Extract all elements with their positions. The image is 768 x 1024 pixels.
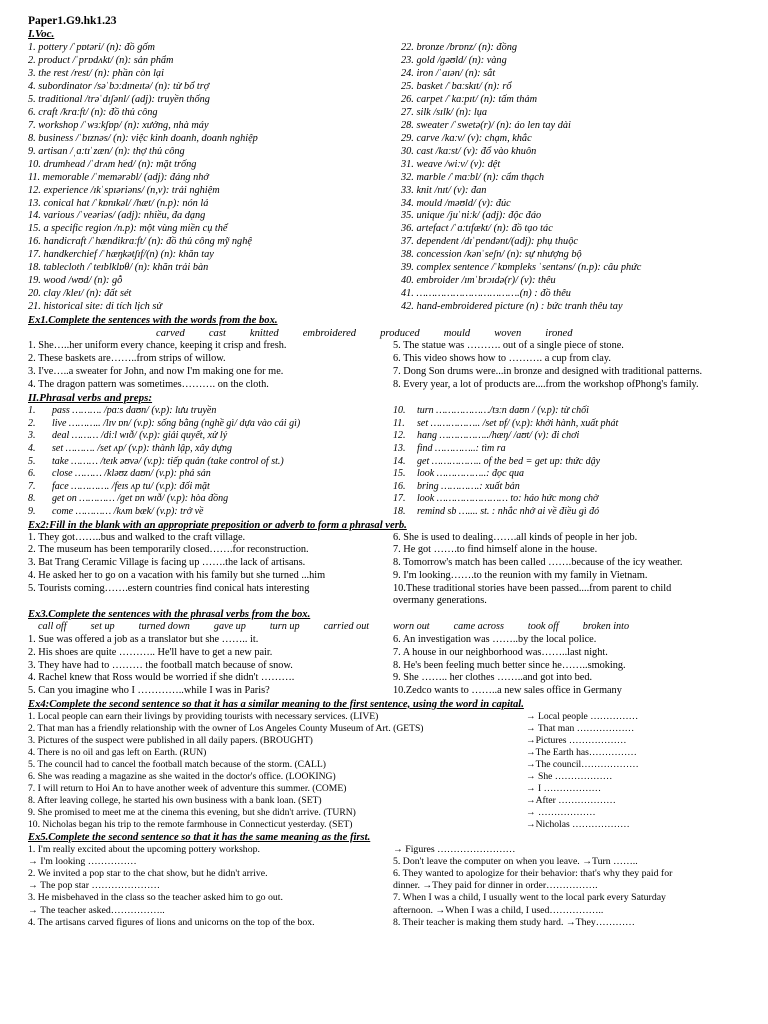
sentence-item: → I'm looking ……………: [28, 856, 137, 868]
sentence-item: 8. He's been feeling much better since he……..smoking.: [393, 659, 626, 671]
sentence-item: 5. Don't leave the computer on when you leave. →Turn ……..: [393, 856, 638, 868]
phrasal-verb-item: [393, 493, 758, 506]
sentence-item: 6. She is used to dealing…….all kinds of people in her job.: [393, 531, 638, 543]
word-box-item: carved: [156, 328, 185, 340]
vocabulary-item: 31. weave /wiːv/ (v): dệt: [401, 158, 501, 170]
phrasal-verb-text: set …………….. /set ɒf/ (v.p): khởi hành, xuất phát: [417, 417, 619, 429]
exercise-1-heading: [28, 314, 758, 327]
phrasal-verb-text: get on ………… /ɡet ɒn wɪð/ (v.p): hòa đồng: [52, 493, 229, 505]
exercise-2-right: [393, 532, 758, 609]
phrasal-verb-text: get …………….. of the bed = get up: thức dậy: [417, 455, 601, 467]
phrasal-verb-text: find …………..: tìm ra: [417, 442, 506, 454]
item-number: 13.: [393, 442, 406, 454]
exercise-3-sentences: [28, 634, 758, 698]
sentence-item: 4. He asked her to go on a vacation with his family but she turned ...him: [28, 569, 326, 581]
phrasal-verb-text: pass ………. /pɑːs daʊn/ (v.p): lưu truyền: [52, 405, 217, 417]
vocabulary-item: 9. artisan /ˌɑːtɪˈzæn/ (n): thợ thủ công: [28, 145, 185, 157]
phrasal-verb-text: take ……… /teɪk əʊvə/ (v.p): tiếp quản (take control of st.): [52, 455, 284, 467]
vocabulary-item: 32. marble /ˈmɑːbl/ (n): cẩm thạch: [401, 171, 544, 183]
transformation-row: [28, 759, 758, 771]
vocabulary-item: 5. traditional /trəˈdɪʃənl/ (adj): truyền thống: [28, 93, 210, 105]
sentence-item: 2. These baskets are……..from strips of willow.: [28, 353, 226, 365]
rewrite-prompt: → She ………………: [526, 770, 613, 782]
sentence-item: 3. They have had to ……… the football match because of snow.: [28, 659, 293, 671]
sentence-item: 3. Bat Trang Ceramic Village is facing up …….the lack of artisans.: [28, 557, 306, 569]
item-number: 14.: [393, 455, 406, 467]
vocabulary-item: 14. various /ˈveəriəs/ (adj): nhiều, đa dạng: [28, 210, 206, 222]
word-box-item: turned down: [138, 621, 190, 633]
rewrite-prompt: → I ………………: [526, 782, 602, 794]
vocabulary-item: 17. handkerchief /ˈhæŋkətʃɪf/(n) (n): khăn tay: [28, 249, 214, 261]
sentence-item: 6. This video shows how to ………. a cup from clay.: [393, 353, 611, 365]
phrasal-verb-item: [28, 443, 393, 456]
vocabulary-item: 3. the rest /rest/ (n): phần còn lại: [28, 67, 164, 79]
original-sentence: 2. That man has a friendly relationship with the owner of Los Angeles County Museum of Art. (GETS): [28, 722, 424, 734]
exercise-5-heading: [28, 831, 758, 844]
sentence-item: afternoon. →When I was a child, I used……………..: [393, 904, 604, 916]
sentence-item: → The pop star …………………: [28, 880, 161, 892]
original-sentence: 1. Local people can earn their livings by providing tourists with necessary services. (LIVE): [28, 710, 379, 722]
phrasal-verb-item: [393, 468, 758, 481]
vocabulary-column-left: [28, 42, 393, 314]
exercise-3-heading: [28, 608, 758, 621]
vocabulary-item: 15. a specific region /n.p): một vùng miền cụ thể: [28, 223, 228, 235]
word-box-item: took off: [527, 621, 559, 633]
phrasal-verb-text: deal ……… /diːl wɪð/ (v.p): giải quyết, xử lý: [52, 430, 228, 442]
phrasal-verb-item: [393, 443, 758, 456]
phrasal-verb-text: remind sb ….... st. : nhắc nhở ai về điều gì đó: [417, 505, 600, 517]
sentence-item: 2. We invited a pop star to the chat show, but he didn't arrive.: [28, 868, 268, 880]
item-number: 5.: [28, 455, 36, 467]
exercise-5-right: [393, 844, 758, 929]
item-number: 9.: [28, 505, 36, 517]
vocabulary-column-right: [393, 42, 758, 314]
sentence-item: 1. I'm really excited about the upcoming pottery workshop.: [28, 843, 260, 855]
sentence-item: 1. They got……..bus and walked to the craft village.: [28, 531, 246, 543]
transformation-row: [28, 747, 758, 759]
phrasal-verb-item: [28, 493, 393, 506]
vocabulary-item: 40. embroider /ɪmˈbrɔɪdə(r)/ (v): thêu: [401, 275, 556, 287]
vocabulary-item: 16. handicraft /ˈhændikrɑːft/ (n): đồ thủ công mỹ nghệ: [28, 236, 252, 248]
vocabulary-item: 34. mould /məʊld/ (v): đúc: [401, 197, 511, 209]
rewrite-prompt: →After ………………: [526, 794, 616, 806]
document-title: Paper1.G9.hk1.23: [28, 15, 117, 27]
word-box-item: worn out: [393, 621, 430, 633]
section-vocabulary-heading: I.Voc.: [28, 28, 55, 41]
sentence-item: dinner. →They paid for dinner in order…………….: [393, 880, 598, 892]
vocabulary-item: 10. drumhead /ˈdrʌm hed/ (n): mặt trống: [28, 158, 197, 170]
sentence-item: → The teacher asked……………..: [28, 904, 165, 916]
item-number: 12.: [393, 430, 406, 442]
sentence-item: 2. The museum has been temporarily closed…….for reconstruction.: [28, 544, 309, 556]
phrasal-verb-text: set ………. /set ʌp/ (v.p): thành lập, xây dựng: [52, 442, 232, 454]
transformation-row: [28, 783, 758, 795]
item-number: 11.: [393, 417, 405, 429]
exercise-2-title: Ex2:Fill in the blank with an appropriate preposition or adverb to form a phrasal verb.: [28, 519, 407, 531]
phrasal-verb-item: [28, 456, 393, 469]
vocabulary-item: 12. experience /ɪkˈspɪəriəns/ (n,v): trải nghiệm: [28, 184, 220, 196]
sentence-item: 2. His shoes are quite ……….. He'll have to get a new pair.: [28, 646, 273, 658]
original-sentence: 9. She promised to meet me at the cinema this evening, but she didn't arrive. (TURN): [28, 806, 356, 818]
rewrite-prompt: → ………………: [526, 806, 596, 818]
word-box-item: turn up: [269, 621, 300, 633]
item-number: 3.: [28, 430, 36, 442]
transformation-row: [28, 807, 758, 819]
word-box-item: ironed: [545, 328, 573, 340]
exercise-2-left: [28, 532, 393, 609]
transformation-row: [28, 795, 758, 807]
exercise-1-title: Ex1.Complete the sentences with the words from the box.: [28, 315, 278, 327]
transformation-row: [28, 735, 758, 747]
phrasal-verb-item: [393, 506, 758, 519]
vocabulary-item: 28. sweater /ˈswetə(r)/ (n): áo len tay dài: [401, 119, 571, 131]
sentence-item: 6. An investigation was ……..by the local police.: [393, 633, 597, 645]
sentence-item: 8. Their teacher is making them study hard. →They…………: [393, 916, 635, 928]
word-box-item: came across: [453, 621, 504, 633]
sentence-item: 5. Tourists coming…….estern countries find conical hats interesting: [28, 582, 310, 594]
word-box-item: knitted: [249, 328, 279, 340]
item-number: 15.: [393, 468, 406, 480]
vocabulary-item: 4. subordinator /səˈbɔːdɪneɪtə/ (n): từ bổ trợ: [28, 80, 210, 92]
phrasal-verb-text: live ……….. /lɪv ɒn/ (v.p): sống bằng (nghề gì/ dựa vào cái gì): [52, 417, 301, 429]
phrasal-verb-item: [393, 430, 758, 443]
original-sentence: 4. There is no oil and gas left on Earth. (RUN): [28, 746, 207, 758]
item-number: 10.: [393, 405, 406, 417]
original-sentence: 6. She was reading a magazine as she waited in the doctor's office. (LOOKING): [28, 770, 336, 782]
word-box-item: set up: [90, 621, 115, 633]
sentence-item: 1. She…..her uniform every chance, keeping it crisp and fresh.: [28, 340, 287, 352]
sentence-item: 4. The dragon pattern was sometimes………. on the cloth.: [28, 378, 269, 390]
sentence-item: 4. Rachel knew that Ross would be worried if she didn't ……….: [28, 672, 295, 684]
phrasal-verbs-left: [28, 405, 393, 518]
sentence-item: 7. Dong Son drums were...in bronze and designed with traditional patterns.: [393, 366, 703, 377]
vocabulary-item: 38. concession /kənˈseʃn/ (n): sự nhượng bộ: [401, 249, 582, 261]
sentence-item: 5. The statue was ………. out of a single piece of stone.: [393, 340, 624, 352]
sentence-item: 3. He misbehaved in the class so the teacher asked him to go out.: [28, 892, 283, 904]
phrasal-verbs-list: [28, 405, 758, 518]
exercise-4-sentences: [28, 711, 758, 831]
vocabulary-item: 8. business /ˈbɪznəs/ (n): việc kinh doanh, doanh nghiệp: [28, 132, 258, 144]
item-number: 16.: [393, 480, 406, 492]
vocabulary-item: 13. conical hat /ˈkɒnɪkəl/ /hæt/ (n.p): nón lá: [28, 197, 209, 209]
phrasal-verb-item: [28, 405, 393, 418]
vocabulary-item: 36. artefact /ˈɑːtɪfækt/ (n): đồ tạo tác: [401, 223, 553, 235]
exercise-3-word-box: [28, 621, 758, 634]
phrasal-verb-text: come ………… /kʌm bæk/ (v.p): trở về: [52, 505, 204, 517]
phrasal-verbs-right: [393, 405, 758, 518]
original-sentence: 3. Pictures of the suspect were published in all daily papers. (BROUGHT): [28, 734, 313, 746]
vocabulary-item: 35. unique /juˈniːk/ (adj): độc đáo: [401, 210, 542, 222]
vocabulary-item: 20. clay /kleɪ/ (n): đất sét: [28, 288, 132, 300]
sentence-item: 6. They wanted to apologize for their behavior: that's why they paid for: [393, 868, 673, 880]
sentence-item: overmany generations.: [393, 595, 487, 607]
exercise-4-heading: [28, 698, 758, 711]
sentence-item: 1. Sue was offered a job as a translator but she …….. it.: [28, 633, 259, 645]
word-box-item: carried out: [323, 621, 370, 633]
exercise-2-sentences: [28, 532, 758, 609]
rewrite-prompt: → Local people ……………: [526, 710, 639, 722]
exercise-5-title: Ex5.Complete the second sentence so that it has the same meaning as the first.: [28, 831, 371, 843]
phrasal-verb-text: turn ………………/tɜːn daʊn / (v.p): từ chối: [417, 405, 589, 417]
transformation-row: [28, 819, 758, 831]
exercise-5-left: [28, 844, 393, 929]
exercise-1-sentences: [28, 340, 758, 391]
section-phrasal-verbs-heading: II.Phrasal verbs and preps:: [28, 391, 153, 404]
phrasal-verb-item: [393, 418, 758, 431]
word-box-item: call off: [38, 621, 67, 633]
phrasal-verb-text: look …………………… to: háo hức mong chờ: [417, 493, 599, 505]
exercise-3-right: [393, 634, 758, 698]
phrasal-verb-item: [393, 456, 758, 469]
sentence-item: 10.These traditional stories have been passed....from parent to child: [393, 582, 672, 594]
vocabulary-item: 39. complex sentence /ˈkɒmpleks ˈsentəns/ (n.p): câu phức: [401, 262, 642, 274]
sentence-item: 9. She …….. her clothes ……..and got into bed.: [393, 672, 593, 684]
sentence-item: 7. He got …….to find himself alone in the house.: [393, 544, 598, 556]
phrasal-verb-text: bring ………….: xuất bản: [417, 480, 520, 492]
vocabulary-item: 1. pottery /ˈpɒtəri/ (n): đồ gốm: [28, 41, 155, 53]
exercise-2-heading: [28, 519, 758, 532]
sentence-item: 3. I've…..a sweater for John, and now I'm making one for me.: [28, 366, 284, 377]
phrasal-verb-item: [28, 481, 393, 494]
vocabulary-item: 11. memorable /ˈmemərəbl/ (adj): đáng nhớ: [28, 171, 209, 183]
word-box-item: gave up: [213, 621, 246, 633]
item-number: 4.: [28, 442, 36, 454]
vocabulary-item: 33. knit /nɪt/ (v): đan: [401, 184, 487, 196]
exercise-1-right: [393, 340, 758, 391]
sentence-item: 9. I'm looking…….to the reunion with my family in Vietnam.: [393, 569, 648, 581]
exercise-1-word-box: [28, 327, 758, 340]
sentence-item: 7. A house in our neighborhood was……..last night.: [393, 646, 608, 658]
vocabulary-item: 19. wood /wʊd/ (n): gỗ: [28, 275, 123, 287]
worksheet-page: [28, 14, 758, 929]
phrasal-verb-item: [28, 430, 393, 443]
item-number: 2.: [28, 417, 36, 429]
sentence-item: 8. Every year, a lot of products are....from the workshop ofPhong's family.: [393, 378, 699, 390]
vocabulary-item: 21. historical site: di tích lịch sử: [28, 301, 163, 313]
item-number: 17.: [393, 493, 406, 505]
item-number: 8.: [28, 493, 36, 505]
original-sentence: 8. After leaving college, he started his own business with a bank loan. (SET): [28, 794, 322, 806]
vocabulary-item: 27. silk /sɪlk/ (n): lụa: [401, 106, 487, 118]
sentence-item: 4. The artisans carved figures of lions and unicorns on the top of the box.: [28, 916, 315, 928]
vocabulary-item: 24. iron /ˈaɪən/ (n): sắt: [401, 67, 496, 79]
vocabulary-item: 30. cast /kɑːst/ (v): đổ vào khuôn: [401, 145, 537, 157]
phrasal-verb-item: [28, 506, 393, 519]
transformation-row: [28, 771, 758, 783]
phrasal-verb-text: close ……… /kləʊz daʊn/ (v.p): phá sản: [52, 468, 211, 480]
vocabulary-item: 22. bronze /brɒnz/ (n): đồng: [401, 41, 518, 53]
vocabulary-item: 25. basket /ˈbɑːskɪt/ (n): rổ: [401, 80, 512, 92]
sentence-item: 8. Tomorrow's match has been called …….because of the icy weather.: [393, 557, 683, 569]
original-sentence: 10. Nicholas began his trip to the remote farmhouse in Connecticut yesterday. (SET): [28, 818, 353, 830]
word-box-item: cast: [208, 328, 226, 340]
vocabulary-item: 41. …………………………….(n) : đồ thêu: [401, 288, 571, 300]
vocabulary-item: 42. hand-embroidered picture (n) : bức tranh thêu tay: [401, 301, 623, 313]
item-number: 18.: [393, 505, 406, 517]
vocabulary-list: [28, 42, 758, 314]
item-number: 7.: [28, 480, 36, 492]
sentence-item: 5. Can you imagine who I …………..while I was in Paris?: [28, 685, 270, 697]
phrasal-verb-item: [28, 468, 393, 481]
rewrite-prompt: →Pictures ………………: [526, 734, 627, 746]
word-box-item: embroidered: [302, 328, 357, 340]
exercise-4-title: Ex4:Complete the second sentence so that it has a similar meaning to the first sentence, using the word in capital.: [28, 698, 524, 710]
word-box-item: broken into: [582, 621, 630, 633]
exercise-1-left: [28, 340, 393, 391]
phrasal-verb-item: [393, 481, 758, 494]
rewrite-prompt: → That man ………………: [526, 722, 635, 734]
exercise-3-left: [28, 634, 393, 698]
sentence-item: 7. When I was a child, I usually went to the local park every Saturday: [393, 892, 666, 904]
vocabulary-item: 37. dependent /dɪˈpendənt/(adj): phụ thuộc: [401, 236, 578, 248]
word-box-item: woven: [494, 328, 522, 340]
item-number: 6.: [28, 468, 36, 480]
vocabulary-item: 18. tablecloth /ˈteɪblklɒθ/ (n): khăn trải bàn: [28, 262, 209, 274]
phrasal-verb-text: look ……………..: đọc qua: [417, 468, 524, 480]
transformation-row: [28, 711, 758, 723]
original-sentence: 5. The council had to cancel the football match because of the storm. (CALL): [28, 758, 326, 770]
vocabulary-item: 6. craft /krɑːft/ (n): đồ thủ công: [28, 106, 158, 118]
transformation-row: [28, 723, 758, 735]
vocabulary-item: 29. carve /kɑːv/ (v): chạm, khắc: [401, 132, 532, 144]
vocabulary-item: 23. gold /ɡəʊld/ (n): vàng: [401, 54, 507, 66]
sentence-item: 10.Zedco wants to ……..a new sales office in Germany: [393, 685, 622, 697]
phrasal-verb-text: face …………. /feɪs ʌp tu/ (v.p): đối mặt: [52, 480, 210, 492]
exercise-3-title: Ex3.Complete the sentences with the phrasal verbs from the box.: [28, 609, 311, 621]
vocabulary-item: 2. product /ˈprɒdʌkt/ (n): sản phẩm: [28, 54, 174, 66]
rewrite-prompt: →Nicholas ………………: [526, 818, 630, 830]
vocabulary-item: 7. workshop /ˈwɜːkʃɒp/ (n): xưởng, nhà máy: [28, 119, 209, 131]
sentence-item: → Figures ……………………: [393, 843, 516, 855]
word-box-item: produced: [380, 328, 420, 340]
phrasal-verb-item: [28, 418, 393, 431]
word-box-item: mould: [443, 328, 471, 340]
item-number: 1.: [28, 405, 36, 417]
rewrite-prompt: →The council………………: [526, 758, 639, 770]
rewrite-prompt: →The Earth has……………: [526, 746, 637, 758]
phrasal-verb-item: [393, 405, 758, 418]
exercise-5-sentences: [28, 844, 758, 929]
original-sentence: 7. I will return to Hoi An to have another week of adventure this summer. (COME): [28, 782, 347, 794]
phrasal-verb-text: hang ……………../hæŋ/ /aʊt/ (v): đi chơi: [417, 430, 580, 442]
vocabulary-item: 26. carpet /ˈkɑːpɪt/ (n): tấm thảm: [401, 93, 538, 105]
